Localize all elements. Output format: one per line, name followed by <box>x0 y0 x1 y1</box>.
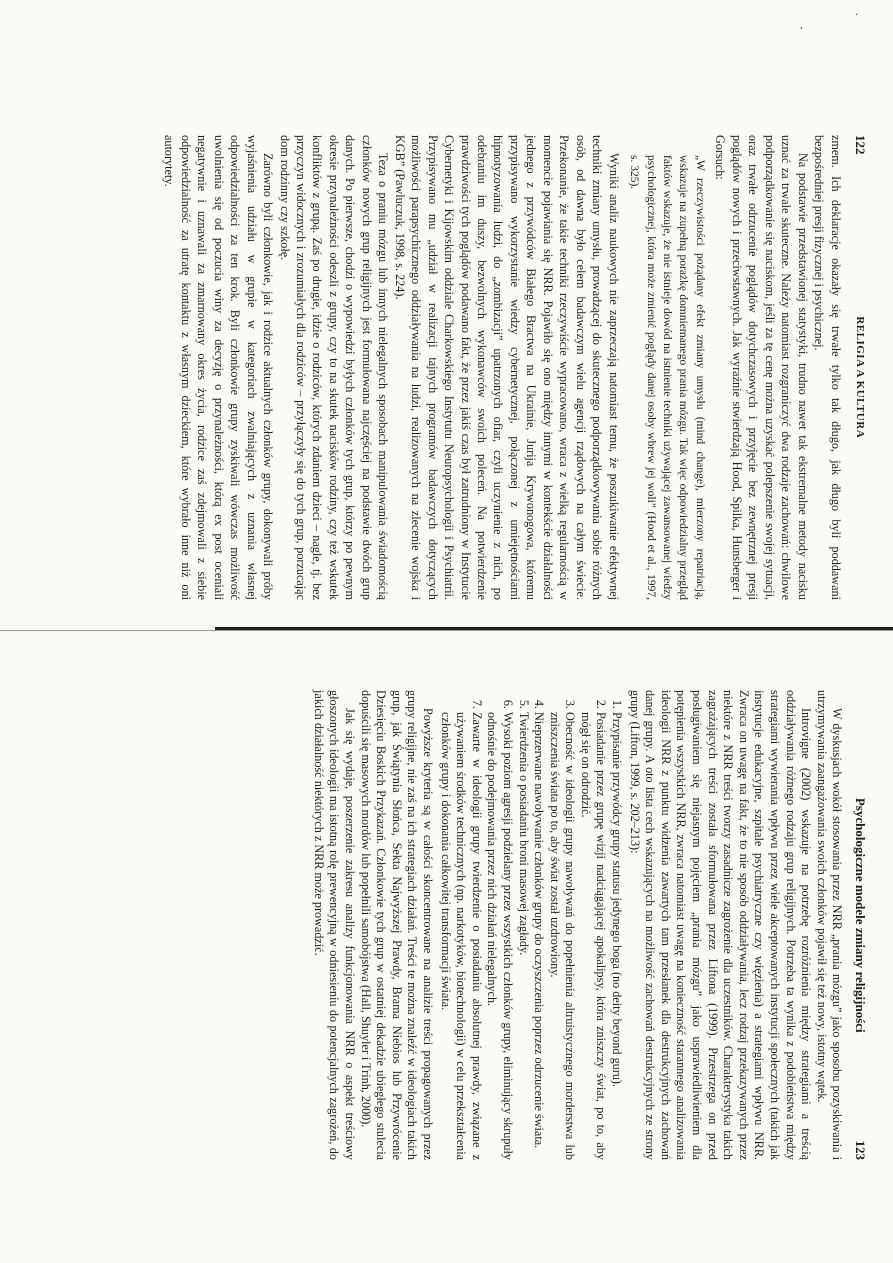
list-item: 3. Obecność w ideologii grupy nawoływań do popełnienia altruistycznego morderstwa lub zniszczenia świata po to, aby świat został uzdrowiony. <box>546 712 577 1160</box>
page-122 <box>133 135 868 600</box>
paragraph: Jak się wydaje, poszerzenie zakresu analizy funkcjonowania NRR o aspekt treściowy głoszonych ideologii ma istotną rolę prewencyjną w odniesieniu do potencjalnych zagrożeń, do jakich działalność niektórych z NRR może prowadzić. <box>311 690 357 1160</box>
page-123 <box>128 690 868 1160</box>
block-quote: „W rzeczywistości pożądany efekt zmiany umysłu (mind change), mierzony repatriacją, wskazuje na zupełną porażkę domniemanego prania mózgu. Tak więc odpowiedzialny przegląd faktów wskazuje, że nie istnieje dowód na istnienie techniki używającej zawansowanej wiedzy psychologicznej, która może zmienić poglądy danej osoby wbrew jej woli” (Hood et al., 1997, s. 325). <box>628 155 706 600</box>
page-divider <box>0 630 893 631</box>
paragraph: Introvigne (2002) wskazuje na potrzebę rozróżnienia między strategiami a treścią oddziaływania różnego rodzaju grup religijnych. Potrzeba ta wynika z podobieństwa między strategiami wywierania wpływu przez wiele akceptowanych instytucji społecznych (takich jak instytucje edukacyjne, szpitale psychiatryczne czy więzienia) a strategiami wpływu NRR. Zwraca on uwagę na fakt, że to nie sposób oddziaływania, lecz rodzaj przekazywanych przez niektóre z NRR treści tworzy zasadnicze zagrożenie dla uczestników. Charakterystyka takich zagrażających treści została sformułowana przez Liftona (1999). Przestrzega on przed posługiwaniem się niejasnym pojęciem „prania mózgu” jako usprawiedliwieniem dla potępienia wszystkich NRR, zwraca natomiast uwagę na konieczność starannego analizowania ideologii NRR z punktu widzenia zawartych tam przesłanek dla destrukcyjnych zachowań danej grupy. A oto lista cech wskazujących na możliwość zachowań destrukcyjnych ze strony grupy (Lifton, 1999, s. 202–213): <box>627 690 814 1160</box>
paragraph: zmem. Ich deklaracje okazały się trwałe tylko tak długo, jak długo byli poddawani bezpośredniej presji fizycznej i psychicznej. <box>812 135 843 600</box>
list-item: 1. Przypisanie przywódcy grupy statusu jedynego boga (no deity beyond guru). <box>609 712 625 1160</box>
header-title: Psychologiczne modele zmiany religijności <box>853 797 868 1033</box>
page-number: 123 <box>853 1140 868 1160</box>
criteria-list <box>437 690 624 1160</box>
running-header <box>852 135 868 600</box>
paragraph: Powyższe kryteria są w całości skoncentrowane na analizie treści propagowanych przez grupy religijne, nie zaś na ich strategiach działań. Treści te można znaleźć w ideologiach takich grup, jak Świątynia Słońca, Sekta Najwyższej Prawdy, Brama Niebios lub Przywrócenie Dziesięciu Boskich Przykazań. Członkowie tych grup w ostatniej dekadzie ubiegłego stulecia dopuścili się masowych mordów lub popełnili samobójstwa (Hall, Shuyler i Trinh, 2000). <box>358 690 435 1160</box>
list-item: 6. Wysoki poziom agresji podzielany przez wszystkich członków grupy, eliminujący skrupuły odnośnie do podejmowania przez nich działań nielegalnych. <box>484 712 515 1160</box>
list-item: 7. Zawarte w ideologii grupy twierdzenie o posiadaniu absolutnej prawdy, związane z używaniem środków technicznych (np. narkotyków, biotechnologii) w celu przekształcenia członków grupy i dokonania całkowitej transformacji świata. <box>437 712 484 1160</box>
header-title: RELIGIA A KULTURA <box>854 316 866 439</box>
paragraph: Na podstawie przedstawionej statystyki, trudno nawet tak ekstremalne metody nacisku uznać za trwale skuteczne. Należy natomiast rozgraniczyć dwa rodzaje zachowań: chwilowe podporządkowanie się naciskom, jeśli za tę cenę można uzyskać polepszenie swojej sytuacji, oraz trwałe odrzucenie poglądów dotychczasowych i przyjęcie bez zewnętrznej presji poglądów nowych i przeciwstawnych. Jak wyraźnie stwierdzają Hood, Spilka, Hunsberger i Gorsuch: <box>713 135 810 600</box>
running-header <box>852 690 868 1160</box>
paragraph: Teza o praniu mózgu lub innych nielegalnych sposobach manipulowania świadomością członków nowych grup religijnych jest formułowana najczęściej na podstawie dwóch grup danych. Po pierwsze, chodzi o wypowiedzi byłych członków tych grup, którzy po pewnym okresie przynależności odeszli z grupy, czy to na skutek nacisków rodziny, czy też wskutek konfliktów z grupą. Zaś po drugie, idzie o rodziców, których zdaniem dzieci – nagle, tj. bez przyczyn widocznych i zrozumiałych dla rodziców – przyłączyły się do tych grup, porzucając dom rodzinny czy szkołę. <box>277 135 391 600</box>
paragraph: Zarówno byli członkowie, jak i rodzice aktualnych członków grupy, dokonywali próby wyjaśnienia udziału w grupie w kategoriach zwalniających z uznania własnej odpowiedzialności za ten krok. Byli członkowie grupy zyskiwali wówczas możliwość uwolnienia się od poczucia winy za decyzję o przynależności, którą ex post oceniali negatywnie i uznawali za zmarnowany okres życia, rodzice zaś zdejmowali z siebie odpowiedzialność za utratę kontaktu z własnym dzieckiem, które wybrało inne niż oni autorytety. <box>162 135 276 600</box>
list-item: 4. Nieprzerwane nawoływanie członków grupy do oczyszczenia poprzez odrzucenie świata. <box>531 712 547 1160</box>
paragraph: W dyskusjach wokół stosowania przez NRR „prania mózgu” jako sposobu pozyskiwania i utrzymywania zaangażowania swoich członków pojawił się też nowy, istotny wątek. <box>814 690 845 1160</box>
list-item: 2. Posiadanie przez grupę wizji nadciągającej apokalipsy, która zniszczy świat, po to, aby mógł się on odrodzić. <box>577 712 608 1160</box>
list-item: 5. Twierdzenia o posiadaniu broni masowej zagłady. <box>515 712 531 1160</box>
paragraph: Wyniki analiz naukowych nie zaprzeczają natomiast temu, że poszukiwanie efektywnej techniki zmiany umysłu, prowadzącej do skutecznego podporządkowywania sobie różnych osób, od dawna było celem badawczym wielu agencji rządowych na całym świecie. Przekonanie, że takie techniki rzeczywiście wypracowano, wraca z wielką regularnością w momencie pojawiania się NRR. Pojawiło się ono między innymi w kontekście działalności jednego z przywódców Białego Bractwa na Ukrainie, Jurija Krywonogowa, któremu przypisywano wykorzystanie wiedzy cybernetycznej, połączonej z umiejętnościami hipnotyzowania ludzi, do „zombizacji” upatrzonych ofiar, czyli uczynienie z nich, po odebraniu im duszy, bezwolnych wykonawców swoich poleceń. Na potwierdzenie prawdziwości tych poglądów podawano fakt, że przez jakiś czas był zatrudniony w Instytucie Cybernetyki i Kijowskim oddziale Charkowskiego Instytutu Neuropsychologii i Psychiatrii. Przypisywano mu „udział w realizacji tajnych programów badawczych dotyczących możliwości parapsychicznego oddziaływania na ludzi, realizowanych na zlecenie wojska i KGB” (Pawluczuk, 1998, s. 224). <box>392 135 621 600</box>
scan-mark: , <box>800 20 803 31</box>
page-number: 122 <box>853 135 868 155</box>
scan-mark: · <box>855 10 859 21</box>
